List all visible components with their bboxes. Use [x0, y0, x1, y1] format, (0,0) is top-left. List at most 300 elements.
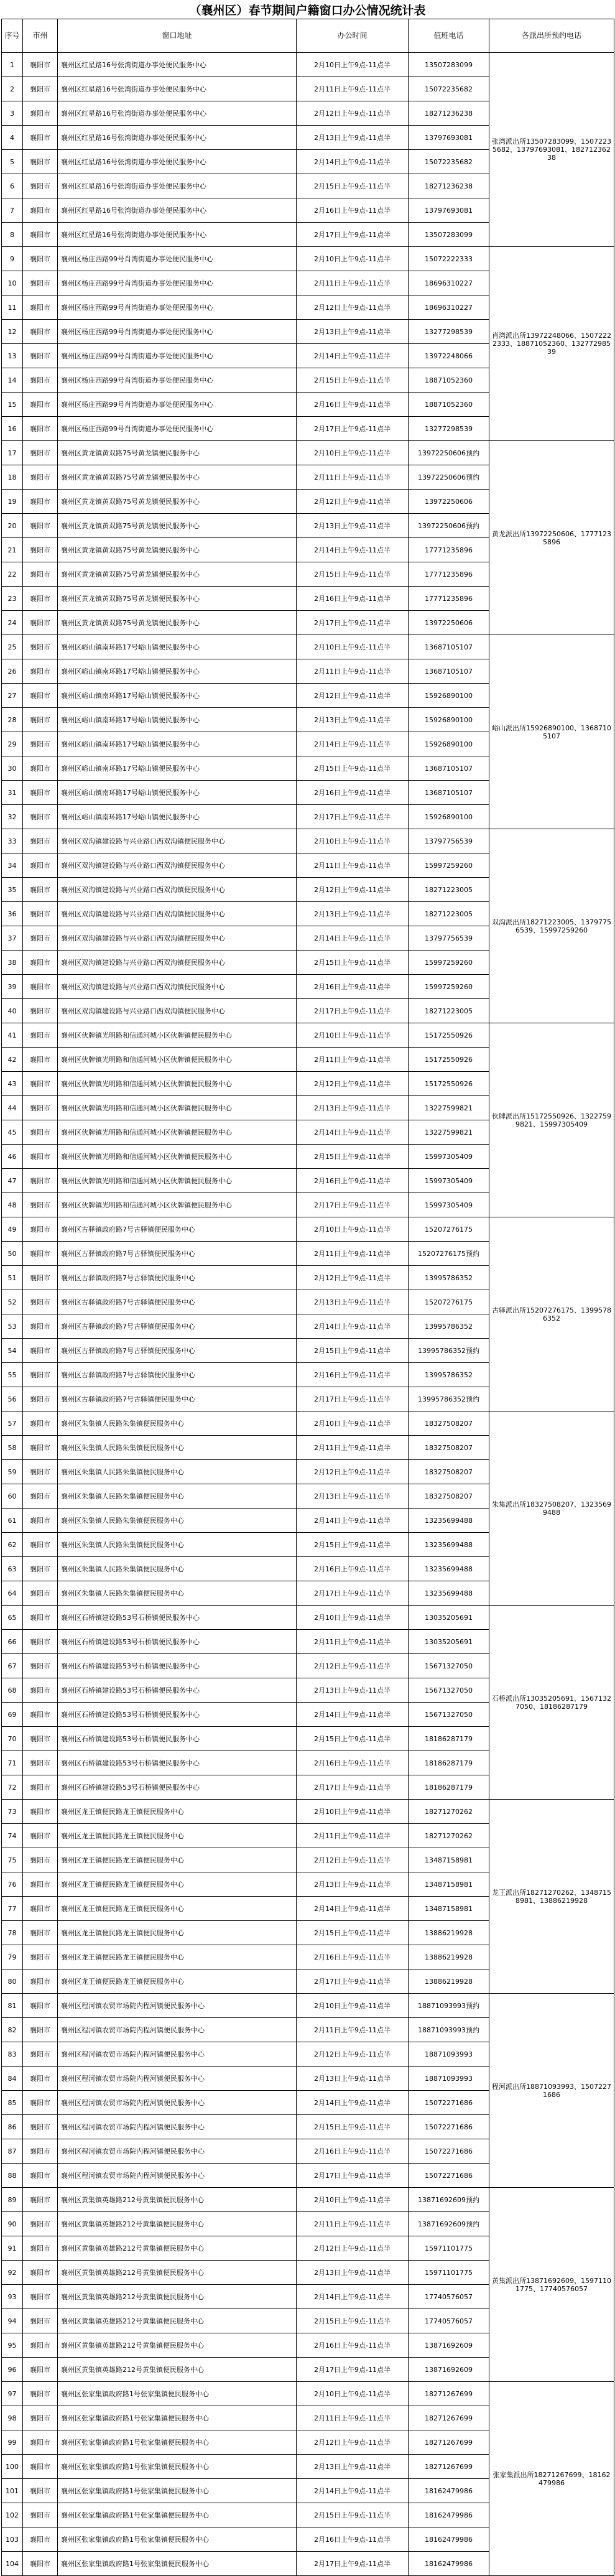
cell-phone: 13995786352预约 — [409, 1387, 489, 1411]
cell-city: 襄阳市 — [23, 247, 58, 271]
cell-phone: 13797756539 — [409, 926, 489, 951]
cell-city: 襄阳市 — [23, 926, 58, 951]
cell-address: 襄州区黄集镇英雄路212号黄集镇便民服务中心 — [58, 2333, 297, 2358]
cell-hours: 2月11日上午9点-11点半 — [297, 465, 409, 490]
cell-index: 90 — [2, 2212, 23, 2236]
cell-city: 襄阳市 — [23, 1727, 58, 1751]
cell-city: 襄阳市 — [23, 999, 58, 1023]
cell-city: 襄阳市 — [23, 1969, 58, 1994]
cell-city: 襄阳市 — [23, 174, 58, 198]
cell-hours: 2月16日上午9点-11点半 — [297, 198, 409, 223]
cell-hours: 2月15日上午9点-11点半 — [297, 1727, 409, 1751]
cell-city: 襄阳市 — [23, 1775, 58, 1800]
cell-phone: 15997259260 — [409, 951, 489, 975]
cell-address: 襄州区古驿镇政府路7号古驿镇便民服务中心 — [58, 1290, 297, 1314]
cell-city: 襄阳市 — [23, 538, 58, 562]
cell-address: 襄州区黄龙镇黄双路75号黄龙镇便民服务中心 — [58, 562, 297, 587]
cell-hours: 2月14日上午9点-11点半 — [297, 732, 409, 756]
cell-phone: 13227599821 — [409, 1096, 489, 1120]
cell-hours: 2月13日上午9点-11点半 — [297, 126, 409, 150]
cell-index: 18 — [2, 465, 23, 490]
cell-index: 98 — [2, 2406, 23, 2430]
cell-index: 3 — [2, 101, 23, 126]
cell-phone: 15072271686 — [409, 2091, 489, 2115]
cell-hours: 2月10日上午9点-11点半 — [297, 1023, 409, 1048]
cell-address: 襄州区双沟镇建设路与兴业路口西双沟镇便民服务中心 — [58, 829, 297, 853]
cell-city: 襄阳市 — [23, 2212, 58, 2236]
cell-hours: 2月10日上午9点-11点半 — [297, 1606, 409, 1630]
cell-city: 襄阳市 — [23, 2455, 58, 2479]
cell-index: 54 — [2, 1339, 23, 1363]
cell-city: 襄阳市 — [23, 320, 58, 344]
cell-index: 100 — [2, 2455, 23, 2479]
cell-city: 襄阳市 — [23, 2042, 58, 2067]
cell-address: 襄州区张家集镇政府路1号张家集镇便民服务中心 — [58, 2430, 297, 2455]
cell-city: 襄阳市 — [23, 1387, 58, 1411]
cell-city: 襄阳市 — [23, 1509, 58, 1533]
cell-index: 39 — [2, 975, 23, 999]
cell-city: 襄阳市 — [23, 1242, 58, 1266]
cell-phone: 15671327050 — [409, 1703, 489, 1727]
cell-city: 襄阳市 — [23, 1145, 58, 1169]
cell-address: 襄州区杨庄西路99号肖湾街道办事处便民服务中心 — [58, 417, 297, 441]
cell-address: 襄州区朱集镇人民路朱集镇便民服务中心 — [58, 1509, 297, 1533]
cell-address: 襄州区石桥镇建设路53号石桥镇便民服务中心 — [58, 1606, 297, 1630]
cell-address: 襄州区峪山镇南环路17号峪山镇便民服务中心 — [58, 635, 297, 659]
cell-hours: 2月11日上午9点-11点半 — [297, 77, 409, 101]
cell-city: 襄阳市 — [23, 2479, 58, 2503]
cell-hours: 2月12日上午9点-11点半 — [297, 490, 409, 514]
cell-hours: 2月14日上午9点-11点半 — [297, 1897, 409, 1921]
cell-hours: 2月10日上午9点-11点半 — [297, 1217, 409, 1242]
cell-phone: 18186287179 — [409, 1775, 489, 1800]
table-row — [2, 2188, 614, 2212]
cell-phone: 13687105107 — [409, 659, 489, 684]
cell-hours: 2月16日上午9点-11点半 — [297, 975, 409, 999]
cell-city: 襄阳市 — [23, 2309, 58, 2333]
cell-address: 襄州区程河镇农贸市场院内程河镇便民服务中心 — [58, 2091, 297, 2115]
cell-hours: 2月16日上午9点-11点半 — [297, 1751, 409, 1775]
cell-index: 19 — [2, 490, 23, 514]
cell-city: 襄阳市 — [23, 2091, 58, 2115]
cell-city: 襄阳市 — [23, 1217, 58, 1242]
table-row — [2, 1217, 614, 1242]
cell-phone: 13507283099 — [409, 53, 489, 77]
cell-address: 襄州区黄龙镇黄双路75号黄龙镇便民服务中心 — [58, 611, 297, 635]
cell-index: 73 — [2, 1800, 23, 1824]
cell-city: 襄阳市 — [23, 1678, 58, 1703]
cell-phone: 15172550926 — [409, 1048, 489, 1072]
cell-index: 59 — [2, 1460, 23, 1484]
cell-phone: 13277298539 — [409, 320, 489, 344]
cell-phone: 13871692609 — [409, 2333, 489, 2358]
cell-phone: 15207276175 — [409, 1290, 489, 1314]
cell-city: 襄阳市 — [23, 1484, 58, 1509]
cell-address: 襄州区程河镇农贸市场院内程河镇便民服务中心 — [58, 2164, 297, 2188]
cell-hours: 2月10日上午9点-11点半 — [297, 829, 409, 853]
cell-address: 襄州区程河镇农贸市场院内程河镇便民服务中心 — [58, 2042, 297, 2067]
cell-address: 襄州区张家集镇政府路1号张家集镇便民服务中心 — [58, 2406, 297, 2430]
cell-hours: 2月17日上午9点-11点半 — [297, 2164, 409, 2188]
cell-address: 襄州区朱集镇人民路朱集镇便民服务中心 — [58, 1557, 297, 1581]
cell-hours: 2月12日上午9点-11点半 — [297, 1460, 409, 1484]
cell-address: 襄州区双沟镇建设路与兴业路口西双沟镇便民服务中心 — [58, 878, 297, 902]
cell-phone: 18871093993预约 — [409, 2018, 489, 2042]
cell-index: 74 — [2, 1824, 23, 1848]
cell-phone: 18327508207 — [409, 1436, 489, 1460]
cell-phone: 13797693081 — [409, 198, 489, 223]
cell-booking-note: 程河派出所18871093993、15072271686 — [489, 1994, 614, 2188]
cell-index: 1 — [2, 53, 23, 77]
cell-city: 襄阳市 — [23, 708, 58, 732]
cell-city: 襄阳市 — [23, 1921, 58, 1945]
cell-phone: 15997305409 — [409, 1145, 489, 1169]
cell-city: 襄阳市 — [23, 1120, 58, 1145]
cell-booking-note: 双沟派出所18271223005、13797756539、15997259260 — [489, 829, 614, 1023]
header-phone: 值班电话 — [409, 19, 489, 53]
cell-city: 襄阳市 — [23, 2115, 58, 2139]
cell-address: 襄州区伙牌镇光明路和信通河城小区伙牌镇便民服务中心 — [58, 1120, 297, 1145]
cell-phone: 13995786352 — [409, 1266, 489, 1290]
cell-phone: 18871093993 — [409, 2067, 489, 2091]
cell-index: 99 — [2, 2430, 23, 2455]
cell-hours: 2月17日上午9点-11点半 — [297, 1969, 409, 1994]
cell-city: 襄阳市 — [23, 2430, 58, 2455]
cell-booking-note: 龙王派出所18271270262、13487158981、13886219928 — [489, 1800, 614, 1994]
cell-index: 5 — [2, 150, 23, 174]
cell-phone: 18186287179 — [409, 1751, 489, 1775]
cell-address: 襄州区龙王镇便民路龙王镇便民服务中心 — [58, 1824, 297, 1848]
cell-phone: 13487158981 — [409, 1848, 489, 1872]
cell-hours: 2月13日上午9点-11点半 — [297, 2455, 409, 2479]
cell-hours: 2月10日上午9点-11点半 — [297, 635, 409, 659]
cell-city: 襄阳市 — [23, 975, 58, 999]
cell-index: 24 — [2, 611, 23, 635]
cell-address: 襄州区张家集镇政府路1号张家集镇便民服务中心 — [58, 2527, 297, 2552]
cell-phone: 15971101775 — [409, 2261, 489, 2285]
cell-city: 襄阳市 — [23, 853, 58, 878]
cell-address: 襄州区黄集镇英雄路212号黄集镇便民服务中心 — [58, 2212, 297, 2236]
cell-index: 11 — [2, 295, 23, 320]
cell-hours: 2月11日上午9点-11点半 — [297, 659, 409, 684]
cell-city: 襄阳市 — [23, 1339, 58, 1363]
cell-booking-note: 峪山派出所15926890100、13687105107 — [489, 635, 614, 829]
cell-city: 襄阳市 — [23, 1751, 58, 1775]
cell-hours: 2月14日上午9点-11点半 — [297, 344, 409, 368]
cell-phone: 13995786352 — [409, 1314, 489, 1339]
cell-hours: 2月14日上午9点-11点半 — [297, 2285, 409, 2309]
cell-phone: 13035205691 — [409, 1630, 489, 1654]
cell-city: 襄阳市 — [23, 611, 58, 635]
cell-hours: 2月12日上午9点-11点半 — [297, 878, 409, 902]
header-city: 市州 — [23, 19, 58, 53]
cell-index: 4 — [2, 126, 23, 150]
cell-hours: 2月13日上午9点-11点半 — [297, 514, 409, 538]
table-row — [2, 635, 614, 659]
cell-city: 襄阳市 — [23, 732, 58, 756]
cell-index: 76 — [2, 1872, 23, 1897]
cell-phone: 13995786352 — [409, 1363, 489, 1387]
cell-index: 34 — [2, 853, 23, 878]
cell-city: 襄阳市 — [23, 878, 58, 902]
cell-index: 82 — [2, 2018, 23, 2042]
cell-phone: 18186287179 — [409, 1727, 489, 1751]
cell-phone: 13487158981 — [409, 1897, 489, 1921]
cell-city: 襄阳市 — [23, 587, 58, 611]
cell-index: 88 — [2, 2164, 23, 2188]
cell-phone: 18271267699 — [409, 2406, 489, 2430]
cell-hours: 2月12日上午9点-11点半 — [297, 1654, 409, 1678]
cell-index: 43 — [2, 1072, 23, 1096]
cell-hours: 2月12日上午9点-11点半 — [297, 101, 409, 126]
cell-city: 襄阳市 — [23, 1630, 58, 1654]
cell-hours: 2月10日上午9点-11点半 — [297, 1994, 409, 2018]
cell-hours: 2月16日上午9点-11点半 — [297, 1363, 409, 1387]
cell-hours: 2月15日上午9点-11点半 — [297, 562, 409, 587]
cell-booking-note: 黄龙派出所13972250606、17771235896 — [489, 441, 614, 635]
cell-city: 襄阳市 — [23, 1072, 58, 1096]
cell-address: 襄州区古驿镇政府路7号古驿镇便民服务中心 — [58, 1217, 297, 1242]
cell-hours: 2月15日上午9点-11点半 — [297, 2503, 409, 2527]
cell-address: 襄州区黄龙镇黄双路75号黄龙镇便民服务中心 — [58, 490, 297, 514]
cell-hours: 2月11日上午9点-11点半 — [297, 1048, 409, 1072]
cell-phone: 18162479986 — [409, 2527, 489, 2552]
cell-booking-note: 古驿派出所15207276175、13995786352 — [489, 1217, 614, 1411]
cell-hours: 2月15日上午9点-11点半 — [297, 1533, 409, 1557]
cell-phone: 13886219928 — [409, 1969, 489, 1994]
cell-hours: 2月17日上午9点-11点半 — [297, 805, 409, 829]
cell-index: 26 — [2, 659, 23, 684]
cell-address: 襄州区石桥镇建设路53号石桥镇便民服务中心 — [58, 1751, 297, 1775]
cell-hours: 2月11日上午9点-11点半 — [297, 853, 409, 878]
cell-phone: 13687105107 — [409, 781, 489, 805]
cell-hours: 2月13日上午9点-11点半 — [297, 708, 409, 732]
cell-city: 襄阳市 — [23, 2406, 58, 2430]
table-row — [2, 1606, 614, 1630]
cell-address: 襄州区张家集镇政府路1号张家集镇便民服务中心 — [58, 2503, 297, 2527]
cell-phone: 18271236238 — [409, 174, 489, 198]
cell-hours: 2月14日上午9点-11点半 — [297, 150, 409, 174]
cell-hours: 2月15日上午9点-11点半 — [297, 951, 409, 975]
cell-hours: 2月15日上午9点-11点半 — [297, 1145, 409, 1169]
cell-index: 62 — [2, 1533, 23, 1557]
cell-phone: 13871692609预约 — [409, 2188, 489, 2212]
cell-index: 30 — [2, 756, 23, 781]
cell-index: 45 — [2, 1120, 23, 1145]
cell-hours: 2月16日上午9点-11点半 — [297, 393, 409, 417]
cell-index: 53 — [2, 1314, 23, 1339]
cell-city: 襄阳市 — [23, 1897, 58, 1921]
cell-address: 襄州区石桥镇建设路53号石桥镇便民服务中心 — [58, 1703, 297, 1727]
cell-hours: 2月12日上午9点-11点半 — [297, 295, 409, 320]
cell-hours: 2月16日上午9点-11点半 — [297, 2139, 409, 2164]
cell-address: 襄州区伙牌镇光明路和信通河城小区伙牌镇便民服务中心 — [58, 1072, 297, 1096]
cell-phone: 13227599821 — [409, 1120, 489, 1145]
cell-city: 襄阳市 — [23, 1290, 58, 1314]
cell-index: 86 — [2, 2115, 23, 2139]
cell-phone: 13871692609预约 — [409, 2212, 489, 2236]
cell-index: 35 — [2, 878, 23, 902]
cell-phone: 13235699488 — [409, 1533, 489, 1557]
cell-hours: 2月11日上午9点-11点半 — [297, 1630, 409, 1654]
cell-booking-note: 张湾派出所13507283099、15072235682、13797693081、18271236238 — [489, 53, 614, 247]
cell-hours: 2月10日上午9点-11点半 — [297, 2382, 409, 2406]
cell-city: 襄阳市 — [23, 1824, 58, 1848]
cell-phone: 18271223005 — [409, 878, 489, 902]
cell-city: 襄阳市 — [23, 465, 58, 490]
cell-city: 襄阳市 — [23, 635, 58, 659]
cell-address: 襄州区石桥镇建设路53号石桥镇便民服务中心 — [58, 1727, 297, 1751]
cell-phone: 18327508207 — [409, 1411, 489, 1436]
cell-address: 襄州区峪山镇南环路17号峪山镇便民服务中心 — [58, 659, 297, 684]
cell-address: 襄州区石桥镇建设路53号石桥镇便民服务中心 — [58, 1654, 297, 1678]
cell-index: 91 — [2, 2236, 23, 2261]
cell-phone: 18162479986 — [409, 2552, 489, 2576]
cell-address: 襄州区朱集镇人民路朱集镇便民服务中心 — [58, 1411, 297, 1436]
cell-hours: 2月12日上午9点-11点半 — [297, 1848, 409, 1872]
cell-booking-note: 石桥派出所13035205691、15671327050、18186287179 — [489, 1606, 614, 1800]
cell-address: 襄州区双沟镇建设路与兴业路口西双沟镇便民服务中心 — [58, 926, 297, 951]
cell-index: 97 — [2, 2382, 23, 2406]
cell-phone: 13972250606预约 — [409, 441, 489, 465]
cell-index: 25 — [2, 635, 23, 659]
cell-phone: 13972250606预约 — [409, 514, 489, 538]
cell-city: 襄阳市 — [23, 2527, 58, 2552]
cell-index: 47 — [2, 1169, 23, 1193]
cell-phone: 15971101775 — [409, 2236, 489, 2261]
cell-address: 襄州区峪山镇南环路17号峪山镇便民服务中心 — [58, 781, 297, 805]
cell-phone: 17740576057 — [409, 2309, 489, 2333]
cell-index: 80 — [2, 1969, 23, 1994]
cell-hours: 2月13日上午9点-11点半 — [297, 1678, 409, 1703]
cell-city: 襄阳市 — [23, 781, 58, 805]
cell-hours: 2月13日上午9点-11点半 — [297, 320, 409, 344]
cell-hours: 2月12日上午9点-11点半 — [297, 1266, 409, 1290]
cell-city: 襄阳市 — [23, 2139, 58, 2164]
cell-city: 襄阳市 — [23, 2382, 58, 2406]
cell-phone: 15172550926 — [409, 1072, 489, 1096]
cell-address: 襄州区黄集镇英雄路212号黄集镇便民服务中心 — [58, 2285, 297, 2309]
cell-hours: 2月11日上午9点-11点半 — [297, 2018, 409, 2042]
cell-index: 70 — [2, 1727, 23, 1751]
cell-city: 襄阳市 — [23, 1703, 58, 1727]
cell-address: 襄州区黄集镇英雄路212号黄集镇便民服务中心 — [58, 2261, 297, 2285]
cell-city: 襄阳市 — [23, 271, 58, 295]
cell-address: 襄州区黄龙镇黄双路75号黄龙镇便民服务中心 — [58, 538, 297, 562]
table-row — [2, 1411, 614, 1436]
cell-index: 16 — [2, 417, 23, 441]
cell-phone: 15207276175 — [409, 1217, 489, 1242]
cell-address: 襄州区双沟镇建设路与兴业路口西双沟镇便民服务中心 — [58, 999, 297, 1023]
cell-address: 襄州区黄龙镇黄双路75号黄龙镇便民服务中心 — [58, 587, 297, 611]
cell-phone: 13235699488 — [409, 1557, 489, 1581]
cell-city: 襄阳市 — [23, 659, 58, 684]
cell-phone: 13235699488 — [409, 1509, 489, 1533]
cell-phone: 15671327050 — [409, 1678, 489, 1703]
cell-index: 32 — [2, 805, 23, 829]
cell-city: 襄阳市 — [23, 1533, 58, 1557]
cell-city: 襄阳市 — [23, 1363, 58, 1387]
cell-city: 襄阳市 — [23, 368, 58, 393]
cell-index: 78 — [2, 1921, 23, 1945]
cell-address: 襄州区古驿镇政府路7号古驿镇便民服务中心 — [58, 1387, 297, 1411]
cell-index: 64 — [2, 1581, 23, 1606]
cell-address: 襄州区石桥镇建设路53号石桥镇便民服务中心 — [58, 1775, 297, 1800]
cell-address: 襄州区黄集镇英雄路212号黄集镇便民服务中心 — [58, 2236, 297, 2261]
cell-hours: 2月10日上午9点-11点半 — [297, 53, 409, 77]
cell-hours: 2月13日上午9点-11点半 — [297, 902, 409, 926]
cell-city: 襄阳市 — [23, 1994, 58, 2018]
cell-hours: 2月10日上午9点-11点半 — [297, 1411, 409, 1436]
cell-hours: 2月14日上午9点-11点半 — [297, 2091, 409, 2115]
cell-address: 襄州区黄龙镇黄双路75号黄龙镇便民服务中心 — [58, 441, 297, 465]
cell-hours: 2月17日上午9点-11点半 — [297, 2358, 409, 2382]
table-row — [2, 2382, 614, 2406]
cell-city: 襄阳市 — [23, 150, 58, 174]
cell-city: 襄阳市 — [23, 417, 58, 441]
cell-hours: 2月13日上午9点-11点半 — [297, 1290, 409, 1314]
cell-address: 襄州区峪山镇南环路17号峪山镇便民服务中心 — [58, 732, 297, 756]
cell-city: 襄阳市 — [23, 829, 58, 853]
cell-phone: 15671327050 — [409, 1654, 489, 1678]
cell-index: 27 — [2, 684, 23, 708]
cell-hours: 2月16日上午9点-11点半 — [297, 2333, 409, 2358]
cell-address: 襄州区双沟镇建设路与兴业路口西双沟镇便民服务中心 — [58, 975, 297, 999]
cell-index: 28 — [2, 708, 23, 732]
cell-phone: 13277298539 — [409, 417, 489, 441]
cell-address: 襄州区黄集镇英雄路212号黄集镇便民服务中心 — [58, 2309, 297, 2333]
cell-phone: 18271270262 — [409, 1824, 489, 1848]
cell-index: 22 — [2, 562, 23, 587]
cell-city: 襄阳市 — [23, 1606, 58, 1630]
cell-hours: 2月15日上午9点-11点半 — [297, 756, 409, 781]
cell-phone: 18162479986 — [409, 2479, 489, 2503]
cell-index: 6 — [2, 174, 23, 198]
cell-phone: 13886219928 — [409, 1921, 489, 1945]
cell-hours: 2月12日上午9点-11点半 — [297, 2430, 409, 2455]
cell-phone: 18271223005 — [409, 902, 489, 926]
cell-hours: 2月17日上午9点-11点半 — [297, 417, 409, 441]
cell-hours: 2月12日上午9点-11点半 — [297, 2236, 409, 2261]
cell-index: 23 — [2, 587, 23, 611]
cell-city: 襄阳市 — [23, 2188, 58, 2212]
cell-address: 襄州区杨庄西路99号肖湾街道办事处便民服务中心 — [58, 320, 297, 344]
header-booking: 各派出所预约电话 — [489, 19, 614, 53]
cell-index: 79 — [2, 1945, 23, 1969]
cell-index: 77 — [2, 1897, 23, 1921]
cell-index: 65 — [2, 1606, 23, 1630]
cell-city: 襄阳市 — [23, 490, 58, 514]
cell-hours: 2月17日上午9点-11点半 — [297, 1775, 409, 1800]
cell-hours: 2月14日上午9点-11点半 — [297, 1509, 409, 1533]
cell-phone: 13687105107 — [409, 756, 489, 781]
cell-hours: 2月12日上午9点-11点半 — [297, 684, 409, 708]
table-row — [2, 53, 614, 77]
cell-phone: 15072271686 — [409, 2139, 489, 2164]
cell-hours: 2月17日上午9点-11点半 — [297, 1193, 409, 1217]
cell-city: 襄阳市 — [23, 198, 58, 223]
cell-index: 102 — [2, 2503, 23, 2527]
cell-city: 襄阳市 — [23, 1193, 58, 1217]
cell-address: 襄州区龙王镇便民路龙王镇便民服务中心 — [58, 1872, 297, 1897]
cell-hours: 2月14日上午9点-11点半 — [297, 2479, 409, 2503]
cell-hours: 2月13日上午9点-11点半 — [297, 1872, 409, 1897]
cell-phone: 15926890100 — [409, 732, 489, 756]
cell-address: 襄州区程河镇农贸市场院内程河镇便民服务中心 — [58, 2139, 297, 2164]
cell-index: 48 — [2, 1193, 23, 1217]
cell-address: 襄州区伙牌镇光明路和信通河城小区伙牌镇便民服务中心 — [58, 1096, 297, 1120]
cell-city: 襄阳市 — [23, 684, 58, 708]
